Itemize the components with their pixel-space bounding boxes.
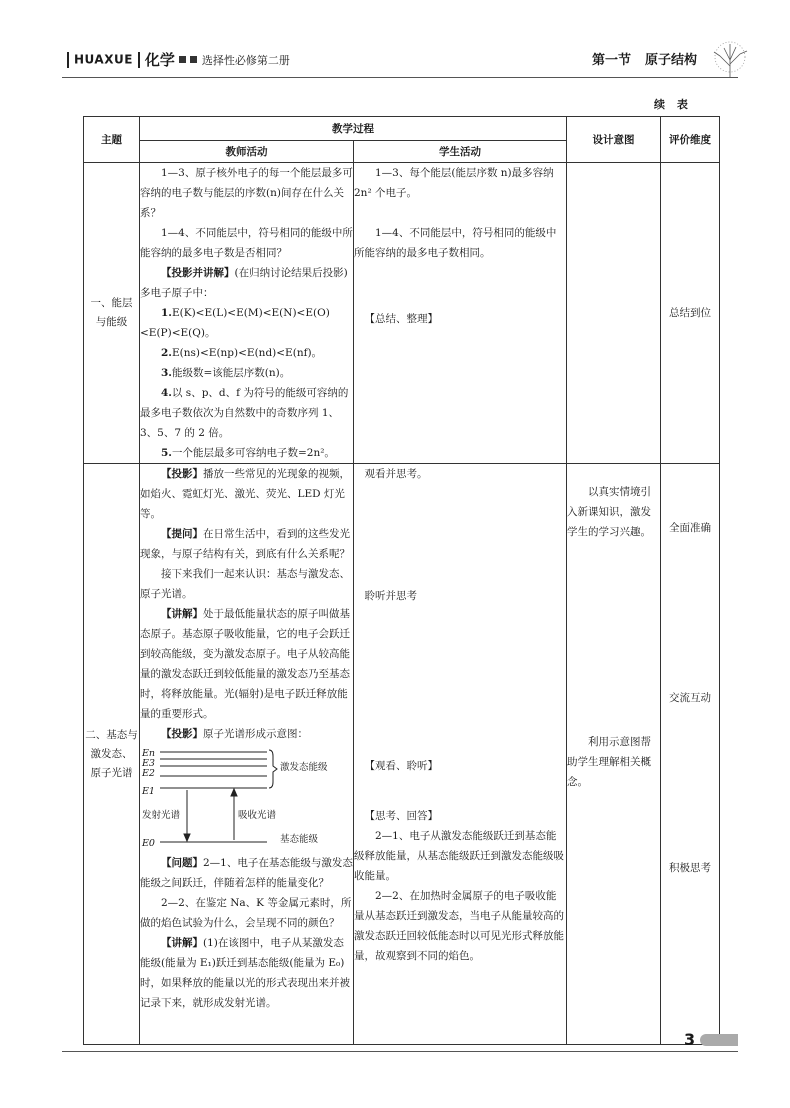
header-section: 第一节 — [591, 53, 631, 68]
header-rule — [62, 77, 738, 78]
table-row — [84, 464, 720, 1045]
point-2 — [140, 343, 353, 363]
point-text: 以 s、p、d、f 为符号的能级可容纳的最多电子数依次为自然数中的奇数序列 1、3、5、7 的 2 倍。 — [140, 387, 349, 439]
tag: 【投影】 — [161, 468, 203, 480]
student-answer-2-2: 2—2、在加热时金属原子的电子吸收能量从基态跃迁到激发态，当电子从能量较高的激发态跃迁回较低能态时以可见光形式释放能量，故观察到不同的焰色。 — [354, 890, 564, 962]
question-paragraph — [140, 853, 353, 893]
header-chapter: 原子结构 — [644, 53, 697, 68]
point-text: E(ns)<E(np)<E(nd)<E(nf)。 — [171, 347, 323, 359]
paragraph-text: (1)在该图中，电子从某激发态能级(能量为 E₁)跃迁到基态能级(能量为 E₀)时，如果释放的能量以光的形式表现出来并被记录下来，就形成发射光谱。 — [140, 937, 350, 1009]
student-listen: 聆听并思考 — [364, 590, 417, 602]
label-en: En — [142, 748, 156, 759]
tag: 【讲解】 — [161, 608, 203, 620]
point-5 — [140, 443, 353, 463]
student-answer-2-1: 2—1、电子从激发态能级跃迁到基态能级释放能量，从基态能级跃迁到激发态能级吸收能量。 — [354, 830, 564, 882]
header-divider — [67, 52, 69, 68]
question-2-2: 2—2、在鉴定 Na、K 等金属元素时，所做的焰色试验为什么，会呈现不同的颜色？ — [140, 897, 352, 929]
label-e0: E0 — [142, 838, 155, 849]
projection-paragraph — [140, 724, 353, 744]
eval-item: 全面准确 — [669, 522, 711, 534]
point-1 — [140, 303, 353, 343]
emission-arrowhead — [184, 834, 190, 841]
spectrum-diagram — [142, 746, 362, 851]
spectrum-diagram-lines — [142, 746, 362, 851]
point-number: 2. — [161, 347, 172, 359]
point-text: E(K)<E(L)<E(M)<E(N)<E(O)<E(P)<E(Q)。 — [140, 307, 330, 339]
header-subject: 化学 — [144, 51, 175, 69]
point-number: 1. — [161, 307, 172, 319]
teacher-activity-cell — [140, 163, 354, 464]
paragraph-text: 处于最低能量状态的原子叫做基态原子。基态原子吸收能量，它的电子会跃迁到较高能级，变为激发态原子。电子从较高能量的激发态跃迁到较低能量的激发态乃至基态时，将释放能量。光(辐射)是电子跃迁释放能量的重要形式。 — [140, 608, 350, 720]
projection-text: (在归纳讨论结果后投影)多电子原子中： — [140, 267, 348, 299]
square-icon — [179, 56, 186, 63]
topic-cell — [84, 163, 140, 464]
explain-paragraph — [140, 933, 353, 1013]
tag: 【投影】 — [161, 728, 203, 740]
header-eval: 评价维度 — [661, 117, 720, 163]
page-number: 3 — [684, 1030, 696, 1049]
tag: 【问题】 — [161, 857, 203, 869]
tag: 【提问】 — [161, 528, 203, 540]
point-number: 5. — [161, 447, 172, 459]
student-watch: 观看并思考。 — [364, 468, 428, 480]
projection-paragraph — [140, 464, 353, 524]
point-number: 3. — [161, 367, 172, 379]
continued-label: 续 表 — [654, 98, 692, 111]
emission-label: 发射光谱 — [142, 810, 181, 821]
header-process: 教学过程 — [140, 117, 567, 141]
design-intent-1: 以真实情境引入新课知识，激发学生的学习兴趣。 — [567, 486, 651, 538]
header-right — [592, 49, 697, 68]
excited-label: 激发态能级 — [280, 762, 328, 773]
page-header — [62, 40, 762, 80]
question-1-3: 1—3、原子核外电子的每一个能层最多可容纳的电子数与能层的序数(n)间存在什么关系？ — [140, 167, 353, 219]
design-cell — [567, 464, 661, 1045]
header-brand: HUAXUE — [74, 52, 133, 67]
answer-1-4: 1—4、不同能层中，符号相同的能级中所能容纳的最多电子数相同。 — [354, 227, 557, 259]
teacher-activity-cell — [140, 464, 354, 1045]
header-divider — [138, 52, 140, 68]
paragraph-text: 在日常生活中，看到的这些发光现象，与原子结构有关，到底有什么关系呢？ — [140, 528, 350, 560]
table-row — [84, 163, 720, 464]
topic-line: 激发态、 — [90, 747, 133, 760]
point-text: 一个能层最多可容纳电子数=2n²。 — [171, 447, 335, 459]
projection-paragraph — [140, 263, 353, 303]
design-intent-2: 利用示意图帮助学生理解相关概念。 — [567, 736, 651, 788]
topic-line: 二、基态与 — [85, 728, 138, 741]
header-student: 学生活动 — [354, 141, 567, 163]
point-3 — [140, 363, 353, 383]
label-e1: E1 — [142, 786, 155, 797]
eval-item: 积极思考 — [669, 862, 711, 874]
design-cell — [567, 163, 661, 464]
summary-tag: 【总结、整理】 — [364, 313, 438, 325]
header-book: 选择性必修第二册 — [201, 53, 290, 67]
absorption-label: 吸收光谱 — [238, 810, 277, 821]
topic-line: 原子光谱 — [90, 766, 133, 779]
student-activity-cell — [354, 464, 567, 1045]
student-watch-listen: 【观看、聆听】 — [364, 760, 438, 772]
label-e2: E2 — [142, 768, 155, 779]
intro-paragraph: 接下来我们一起来认识：基态与激发态、原子光谱。 — [140, 568, 350, 600]
student-activity-cell — [354, 163, 567, 464]
question-paragraph — [140, 524, 353, 564]
excited-brace — [269, 750, 277, 788]
eval-cell: 总结到位 — [661, 163, 720, 464]
absorption-arrowhead — [231, 789, 237, 796]
page-tab-marker — [700, 1034, 738, 1046]
point-number: 4. — [161, 387, 172, 399]
header-design: 设计意图 — [567, 117, 661, 163]
point-text: 能级数=该能层序数(n)。 — [171, 367, 291, 379]
teaching-process-table — [83, 116, 720, 1045]
paragraph-text: 2—1、电子在基态能级与激发态能级之间跃迁，伴随着怎样的能量变化？ — [140, 857, 353, 889]
square-icon — [190, 56, 197, 63]
ground-label: 基态能级 — [280, 834, 319, 845]
student-think-tag: 【思考、回答】 — [364, 810, 438, 822]
point-4 — [140, 383, 353, 443]
header-topic: 主题 — [84, 117, 140, 163]
eval-item: 交流互动 — [669, 692, 711, 704]
header-teacher: 教师活动 — [140, 141, 354, 163]
label-e3: E3 — [142, 758, 155, 769]
projection-tag: 【投影并讲解】 — [161, 267, 235, 279]
question-1-4: 1—4、不同能层中，符号相同的能级中所能容纳的最多电子数是否相同？ — [140, 227, 353, 259]
topic-line: 与能级 — [95, 316, 128, 328]
paragraph-text: 原子光谱形成示意图： — [203, 728, 308, 740]
footer-rule — [62, 1051, 738, 1052]
topic-cell — [84, 464, 140, 1045]
topic-line: 一、能层 — [90, 297, 133, 309]
tree-icon — [706, 40, 754, 80]
eval-cell — [661, 464, 720, 1045]
explain-paragraph — [140, 604, 353, 724]
tag: 【讲解】 — [161, 937, 203, 949]
header-left — [62, 49, 290, 70]
paragraph-text: 播放一些常见的光现象的视频，如焰火、霓虹灯光、激光、荧光、LED 灯光等。 — [140, 468, 350, 520]
answer-1-3: 1—3、每个能层(能层序数 n)最多容纳 2n² 个电子。 — [354, 167, 554, 199]
